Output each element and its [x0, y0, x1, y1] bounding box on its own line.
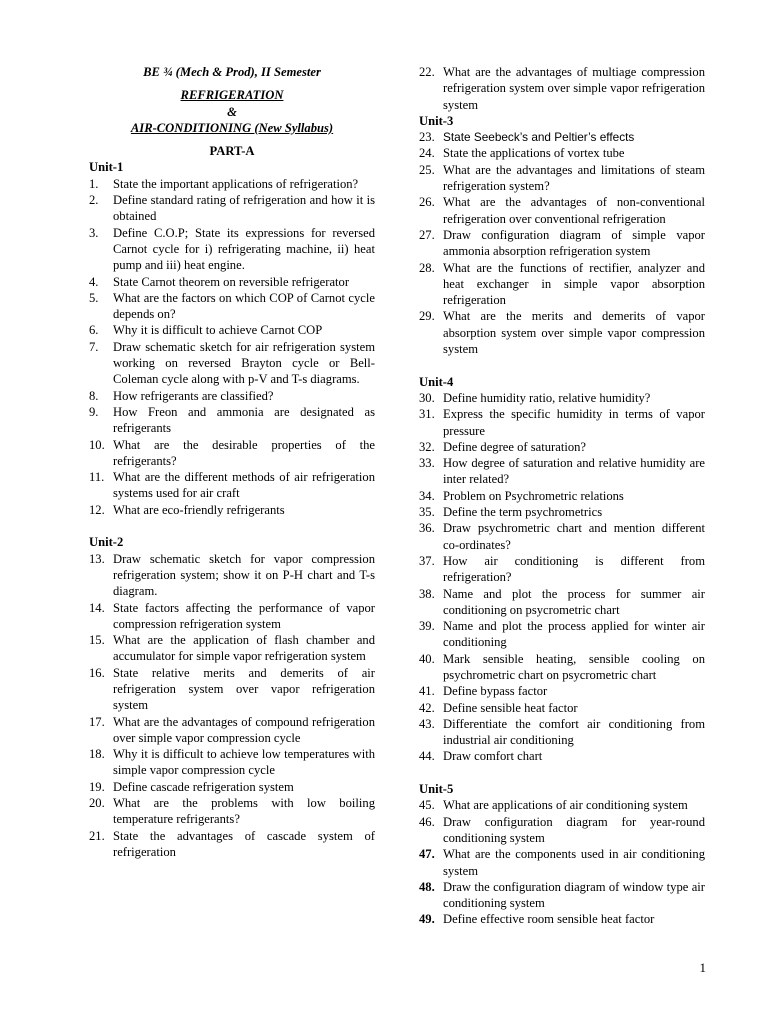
question-number: 44. [419, 749, 435, 764]
question-number: 13. [89, 551, 105, 566]
question-item [419, 194, 705, 227]
question-text: How refrigerants are classified? [113, 388, 274, 403]
question-number: 14. [89, 600, 105, 615]
question-item [419, 227, 705, 260]
right-units [419, 64, 705, 928]
question-text: Define humidity ratio, relative humidity? [443, 390, 651, 405]
question-number: 43. [419, 716, 435, 731]
question-text: State Carnot theorem on reversible refrigerator [113, 274, 350, 289]
unit-section [89, 159, 375, 518]
question-text: Define the term psychrometrics [443, 505, 603, 520]
header-ampersand: & [227, 104, 237, 119]
question-text: State the advantages of cascade system of refrigeration [113, 828, 375, 859]
right-column [419, 64, 705, 928]
question-text: What are the components used in air conditioning system [443, 847, 705, 878]
question-number: 46. [419, 814, 435, 829]
question-item [419, 797, 705, 813]
question-number: 47. [419, 847, 435, 862]
left-column [89, 64, 375, 860]
question-text: State the applications of vortex tube [443, 146, 625, 161]
question-number: 23. [419, 130, 435, 145]
question-item [419, 439, 705, 455]
question-item [89, 322, 375, 338]
question-text: What are applications of air conditioning system [443, 798, 688, 813]
question-text: Draw schematic sketch for vapor compression refrigeration system; show it on P-H chart and T-s diagram. [113, 551, 375, 599]
question-item [419, 64, 705, 113]
question-item [89, 388, 375, 404]
question-number: 39. [419, 619, 435, 634]
question-item [419, 162, 705, 195]
question-text: Define standard rating of refrigeration and how it is obtained [113, 193, 375, 224]
question-text: Draw configuration diagram for year-round conditioning system [443, 814, 705, 845]
question-number: 48. [419, 879, 435, 894]
question-text: What are the advantages and limitations of steam refrigeration system? [443, 162, 705, 194]
question-text: What are the desirable properties of the refrigerants? [113, 437, 375, 468]
question-number: 41. [419, 684, 435, 699]
question-text: What are the application of flash chamber and accumulator for simple vapor refrigeration system [113, 633, 375, 664]
question-text: Why it is difficult to achieve Carnot COP [113, 323, 323, 338]
question-number: 38. [419, 586, 435, 601]
question-number: 18. [89, 747, 105, 762]
question-item [419, 716, 705, 749]
question-number: 12. [89, 502, 105, 517]
question-item [89, 404, 375, 437]
left-units [89, 159, 375, 860]
question-text: State relative merits and demerits of air refrigeration system over vapor refrigeration system [113, 665, 375, 713]
question-text: Draw comfort chart [443, 749, 543, 764]
question-number: 16. [89, 665, 105, 680]
question-text: How degree of saturation and relative humidity are inter related? [443, 456, 705, 487]
question-text: What are the advantages of multiage compression refrigeration system over simple vapor refrigeration system [443, 65, 705, 112]
question-item [89, 437, 375, 470]
question-number: 9. [89, 404, 99, 419]
question-text: What are the factors on which COP of Carnot cycle depends on? [113, 290, 375, 322]
question-number: 7. [89, 339, 99, 354]
question-number: 33. [419, 456, 435, 471]
question-number: 5. [89, 290, 99, 305]
question-text: How air conditioning is different from refrigeration? [443, 553, 705, 585]
question-item [419, 911, 705, 927]
question-item [89, 665, 375, 714]
question-number: 19. [89, 779, 105, 794]
unit-section [419, 64, 705, 113]
question-item [89, 176, 375, 192]
question-number: 49. [419, 912, 435, 927]
question-text: State the important applications of refrigeration? [113, 176, 359, 191]
question-item [419, 520, 705, 553]
question-text: What are the merits and demerits of vapor absorption system over simple vapor compression system [443, 309, 705, 357]
question-number: 24. [419, 146, 435, 161]
question-text: Define cascade refrigeration system [113, 779, 294, 794]
unit-heading: Unit-2 [89, 535, 124, 550]
question-text: What are the advantages of compound refrigeration over simple vapor compression cycle [113, 714, 375, 745]
question-number: 22. [419, 65, 435, 79]
question-number: 37. [419, 553, 435, 568]
question-item [419, 814, 705, 847]
question-text: Define degree of saturation? [443, 439, 587, 454]
question-text: Define C.O.P; State its expressions for reversed Carnot cycle for i) refrigerating machine, ii) heat pump and iii) heat engine. [113, 225, 375, 273]
part-label: PART-A [209, 144, 255, 159]
question-text: Differentiate the comfort air conditioning from industrial air conditioning [443, 716, 705, 748]
question-item [419, 553, 705, 586]
question-item [419, 586, 705, 619]
question-text: Express the specific humidity in terms of vapor pressure [443, 407, 705, 438]
unit-section [419, 113, 705, 357]
question-text: Mark sensible heating, sensible cooling on psychrometric chart on psycrometric chart [443, 651, 705, 682]
question-item [419, 618, 705, 651]
unit-heading: Unit-1 [89, 160, 124, 175]
page-number: 1 [699, 960, 706, 975]
unit-heading: Unit-3 [419, 113, 454, 128]
question-text: Draw the configuration diagram of window type air conditioning system [443, 879, 705, 911]
question-text: Define sensible heat factor [443, 700, 578, 715]
question-number: 30. [419, 390, 435, 405]
question-text: How Freon and ammonia are designated as refrigerants [113, 404, 375, 436]
unit-heading: Unit-5 [419, 782, 454, 797]
question-item [89, 339, 375, 388]
question-text: What are the advantages of non-conventional refrigeration over conventional refrigeration [443, 195, 705, 226]
question-item [89, 469, 375, 502]
question-text: Define bypass factor [443, 684, 548, 699]
question-number: 42. [419, 700, 435, 715]
question-number: 28. [419, 260, 435, 275]
question-item [419, 308, 705, 357]
question-number: 35. [419, 505, 435, 520]
question-item [89, 600, 375, 633]
question-number: 25. [419, 162, 435, 177]
question-text: Why it is difficult to achieve low temperatures with simple vapor compression cycle [113, 747, 375, 778]
question-item [89, 795, 375, 828]
unit-section [419, 357, 705, 764]
question-number: 2. [89, 193, 99, 208]
question-item [89, 746, 375, 779]
question-number: 36. [419, 521, 435, 536]
question-item [89, 714, 375, 747]
question-item [419, 406, 705, 439]
question-number: 17. [89, 714, 105, 729]
question-item [89, 192, 375, 225]
question-number: 26. [419, 195, 435, 210]
question-number: 45. [419, 798, 435, 813]
question-item [419, 260, 705, 309]
question-item [89, 779, 375, 795]
unit-heading: Unit-4 [419, 374, 454, 389]
question-number: 15. [89, 633, 105, 648]
question-number: 21. [89, 828, 105, 843]
question-number: 3. [89, 225, 99, 240]
header-subject-title: REFRIGERATION [180, 88, 284, 103]
question-text: What are the different methods of air refrigeration systems used for air craft [113, 470, 375, 501]
question-text: What are the problems with low boiling temperature refrigerants? [113, 796, 375, 827]
question-text: Problem on Psychrometric relations [443, 488, 624, 503]
question-text: State factors affecting the performance of vapor compression refrigeration system [113, 600, 375, 631]
question-item [89, 274, 375, 290]
question-number: 8. [89, 388, 99, 403]
unit-section [89, 518, 375, 860]
question-number: 10. [89, 437, 105, 452]
question-text: Define effective room sensible heat factor [443, 912, 655, 927]
question-item [419, 700, 705, 716]
question-item [89, 828, 375, 861]
question-item [419, 129, 705, 145]
question-number: 32. [419, 439, 435, 454]
question-number: 4. [89, 274, 99, 289]
question-text: Name and plot the process applied for winter air conditioning [443, 619, 705, 650]
question-text: Name and plot the process for summer air conditioning on psycrometric chart [443, 586, 705, 617]
question-number: 40. [419, 651, 435, 666]
question-text: Draw configuration diagram of simple vapor ammonia absorption refrigeration system [443, 227, 705, 259]
question-item [89, 502, 375, 518]
question-item [419, 488, 705, 504]
question-number: 6. [89, 323, 99, 338]
header-course-line: BE ¾ (Mech & Prod), II Semester [143, 65, 321, 79]
question-item [419, 390, 705, 406]
question-item [89, 225, 375, 274]
question-number: 1. [89, 176, 99, 191]
question-text: What are eco-friendly refrigerants [113, 502, 285, 517]
question-item [419, 145, 705, 161]
question-number: 34. [419, 488, 435, 503]
question-text: What are the functions of rectifier, analyzer and heat exchanger in simple vapor absorption refrigeration [443, 260, 705, 308]
question-number: 31. [419, 407, 435, 422]
question-item [419, 651, 705, 684]
question-item [89, 632, 375, 665]
question-item [419, 455, 705, 488]
question-number: 20. [89, 796, 105, 811]
question-item [419, 683, 705, 699]
question-item [419, 748, 705, 764]
question-text: Draw schematic sketch for air refrigeration system working on reversed Brayton cycle or Bell-Coleman cycle along with p-V and T-s diagrams. [113, 339, 375, 387]
header-subject-subtitle: AIR-CONDITIONING (New Syllabus) [130, 120, 334, 135]
question-number: 27. [419, 227, 435, 242]
question-item [419, 879, 705, 912]
question-number: 29. [419, 309, 435, 324]
unit-section [419, 765, 705, 928]
question-text: Draw psychrometric chart and mention different co-ordinates? [443, 521, 705, 552]
question-number: 11. [89, 470, 105, 485]
question-item [419, 846, 705, 879]
question-item [419, 504, 705, 520]
question-item [89, 290, 375, 323]
question-text: State Seebeck’s and Peltier’s effects [443, 130, 635, 145]
question-item [89, 551, 375, 600]
